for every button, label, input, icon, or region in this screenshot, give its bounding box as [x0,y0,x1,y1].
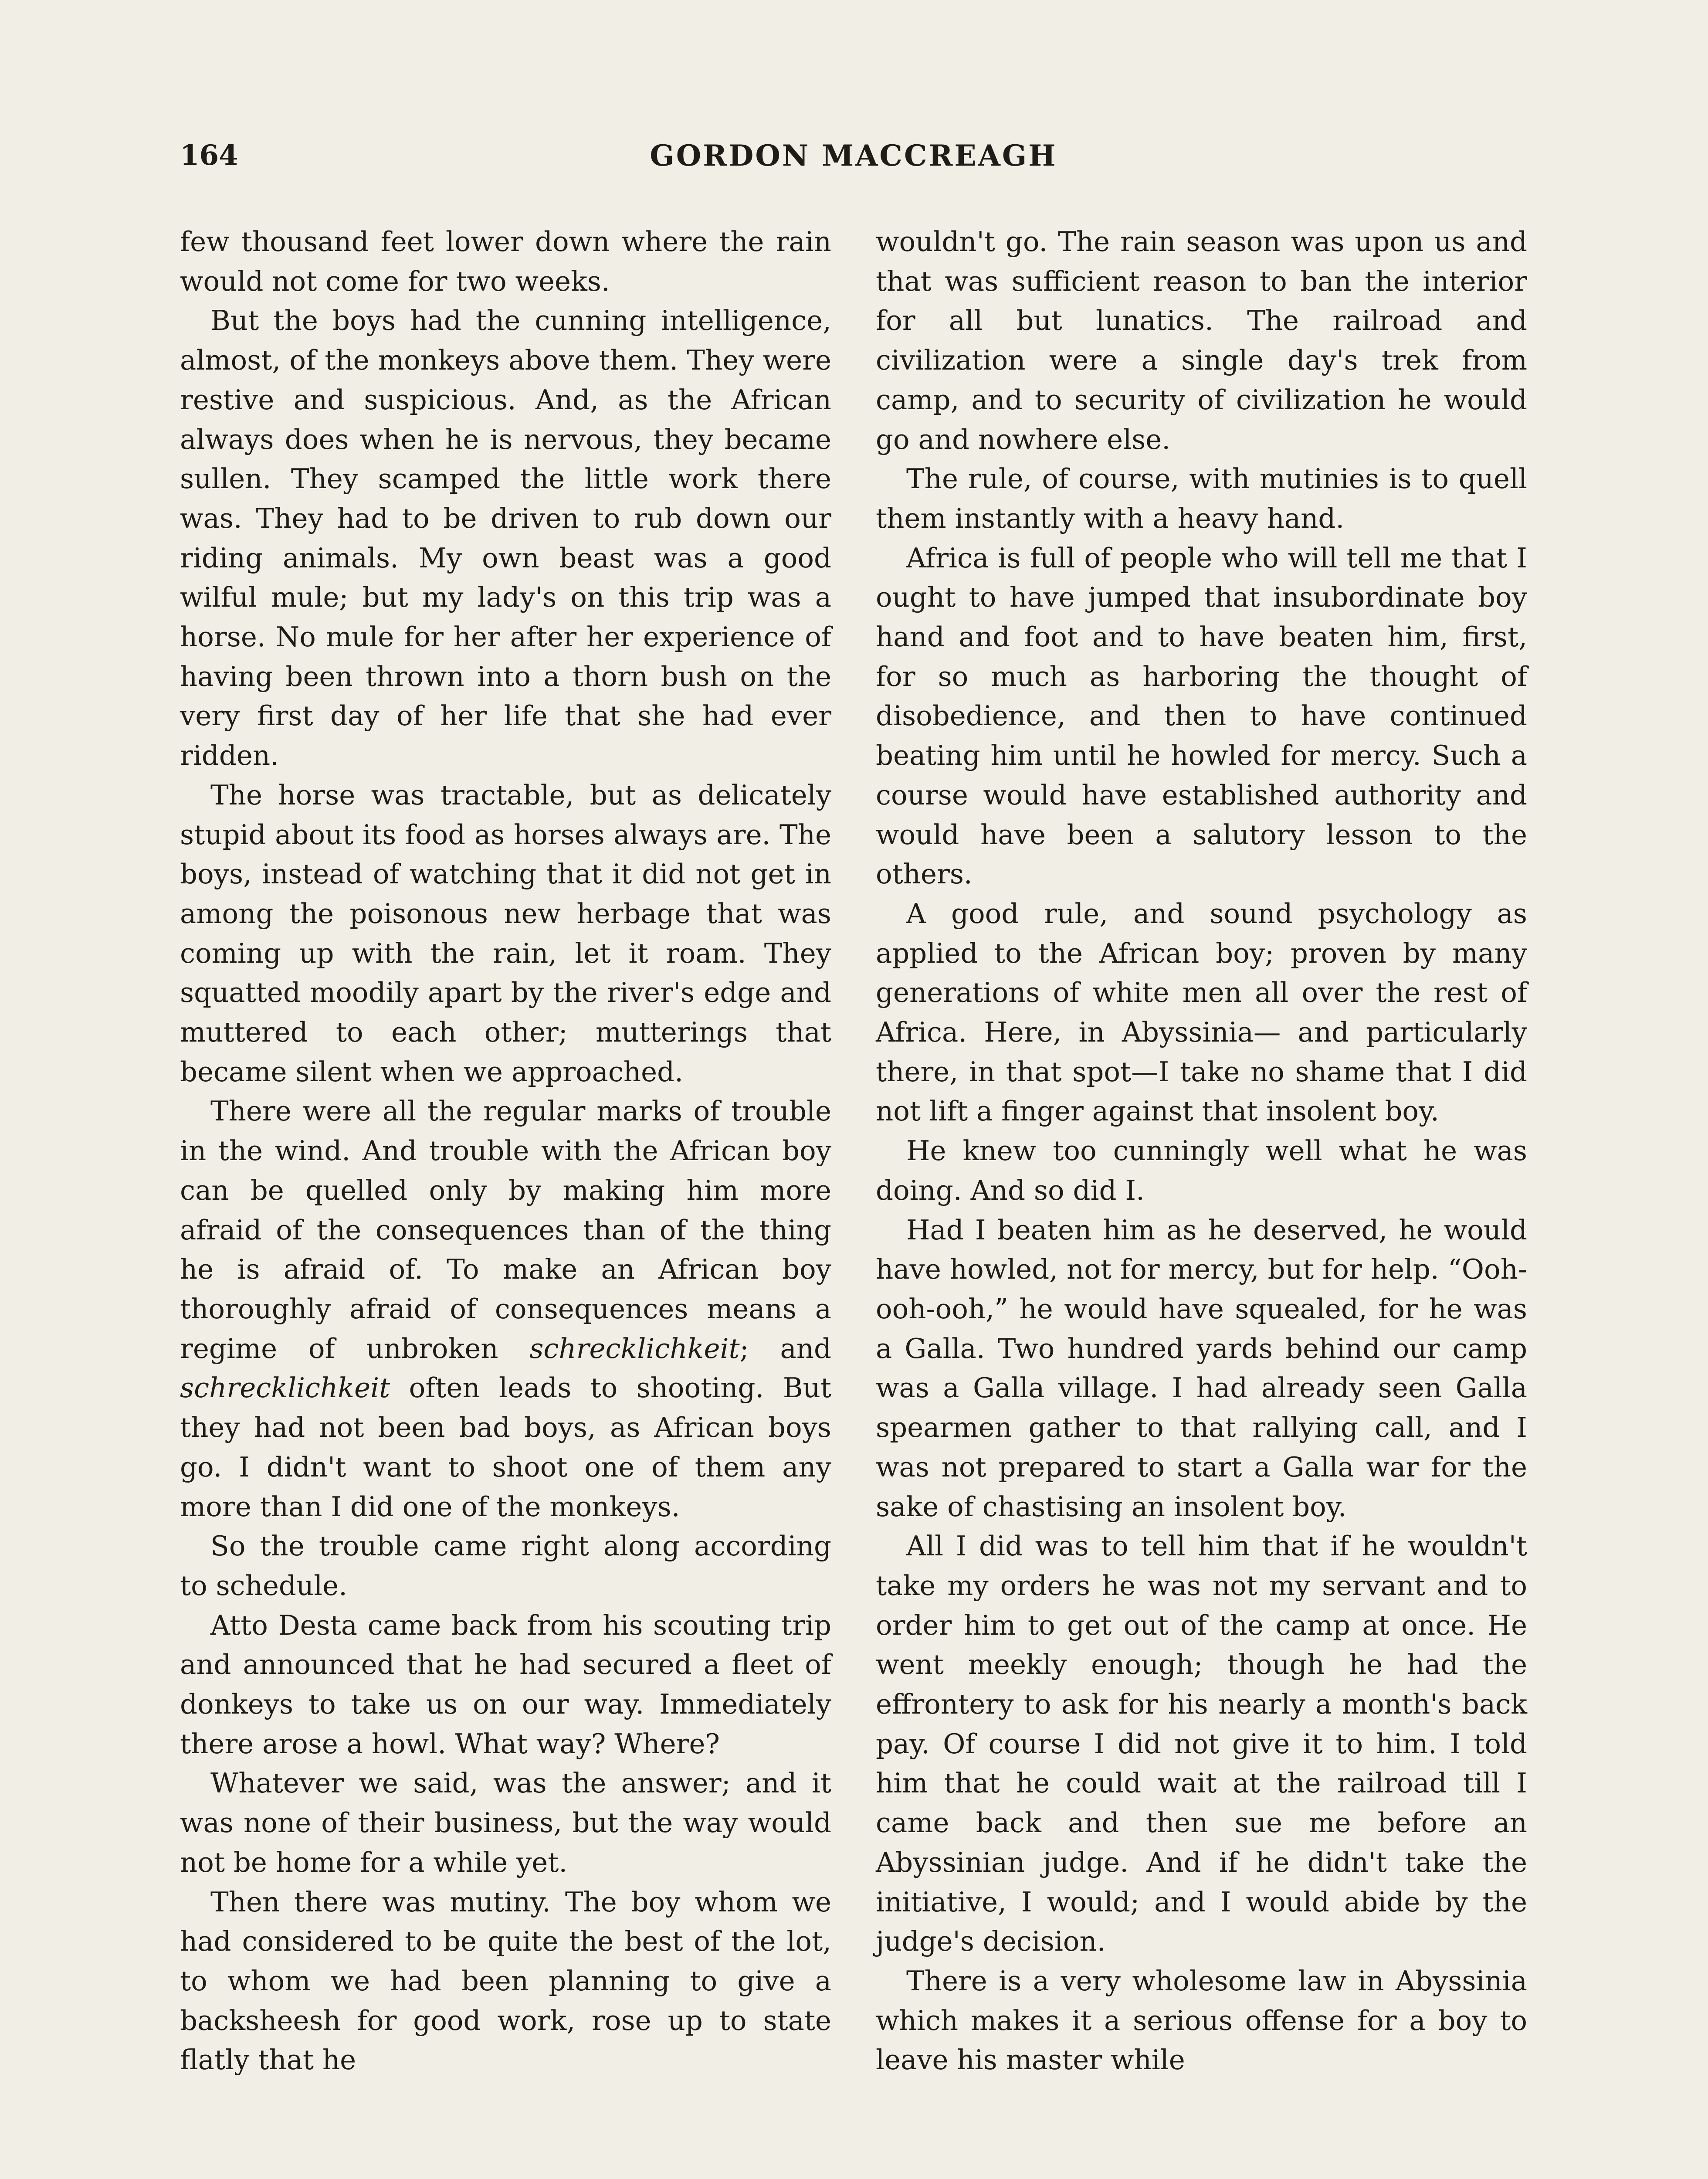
paragraph: So the trouble came right along according to schedule. [180,1530,831,1602]
paragraph: The rule, of course, with mutinies is to quell them instantly with a heavy hand. [876,463,1527,534]
paragraph-text: often leads to shooting. But they had not been bad boys, as African boys go. I didn't want to shoot one of them any more than I did one of the monkeys. [180,1372,832,1523]
italic-word: schrecklichkeit [180,1372,390,1404]
paragraph: wouldn't go. The rain season was upon us and that was sufficient reason to ban the interior for all but lunatics. The railroad and civilization were a single day's trek from camp, and to security of civilization he would go and nowhere else. [876,226,1527,455]
paragraph: Atto Desta came back from his scouting trip and announced that he had secured a fleet of donkeys to take us on our way. Immediately there arose a howl. What way? Where? [180,1609,831,1760]
paragraph [180,1092,831,1527]
paragraph: But the boys had the cunning intelligence, almost, of the monkeys above them. They were restive and suspicious. And, as the African always does when he is nervous, they became sullen. They scamped the little work there was. They had to be driven to rub down our riding animals. My own beast was a good wilful mule; but my lady's on this trip was a horse. No mule for her after her experience of having been thrown into a thorn bush on the very first day of her life that she had ever ridden. [180,305,831,772]
italic-word: schrecklichkeit [529,1332,740,1364]
paragraph: Then there was mutiny. The boy whom we had considered to be quite the best of the lot, to whom we had been planning to give a backsheesh for good work, rose up to state flatly that he [180,1886,831,2076]
running-head: GORDON MACCREAGH [650,139,1057,173]
paragraph: Africa is full of people who will tell me that I ought to have jumped that insubordinate boy hand and foot and to have beaten him, first, for so much as harboring the thought of disobedience, and then to have continued beating him until he howled for mercy. Such a course would have established authority and would have been a salutory lesson to the others. [876,542,1527,890]
right-column [876,222,1527,2080]
left-column [180,222,831,2080]
paragraph: All I did was to tell him that if he wouldn't take my orders he was not my servant and to order him to get out of the camp at once. He went meekly enough; though he had the effrontery to ask for his nearly a month's back pay. Of course I did not give it to him. I told him that he could wait at the railroad till I came back and then sue me before an Abyssinian judge. And if he didn't take the initiative, I would; and I would abide by the judge's decision. [876,1530,1527,1958]
page-header [180,136,1527,175]
paragraph: Whatever we said, was the answer; and it was none of their business, but the way would not be home for a while yet. [180,1767,831,1878]
page-number: 164 [180,139,238,172]
paragraph: There is a very wholesome law in Abyssinia which makes it a serious offense for a boy to leave his master while [876,1965,1527,2076]
paragraph-text: ; and [739,1332,831,1364]
paragraph: few thousand feet lower down where the rain would not come for two weeks. [180,226,831,297]
paragraph-text: There were all the regular marks of trouble in the wind. And trouble with the African boy can be quelled only by making him more afraid of the consequences than of the thing he is afraid of. To make an African boy thoroughly afraid of consequences means a regime of unbroken [180,1095,831,1364]
paragraph: The horse was tractable, but as delicately stupid about its food as horses always are. The boys, instead of watching that it did not get in among the poisonous new herbage that was coming up with the rain, let it roam. They squatted moodily apart by the river's edge and muttered to each other; mutterings that became silent when we approached. [180,779,831,1088]
paragraph: He knew too cunningly well what he was doing. And so did I. [876,1135,1527,1206]
paragraph: Had I beaten him as he deserved, he would have howled, not for mercy, but for help. “Ooh-ooh-ooh,” he would have squealed, for he was a Galla. Two hundred yards behind our camp was a Galla village. I had already seen Galla spearmen gather to that rallying call, and I was not prepared to start a Galla war for the sake of chastising an insolent boy. [876,1214,1527,1523]
paragraph: A good rule, and sound psychology as applied to the African boy; proven by many generations of white men all over the rest of Africa. Here, in Abyssinia— and particularly there, in that spot—I take no shame that I did not lift a finger against that insolent boy. [876,897,1527,1127]
